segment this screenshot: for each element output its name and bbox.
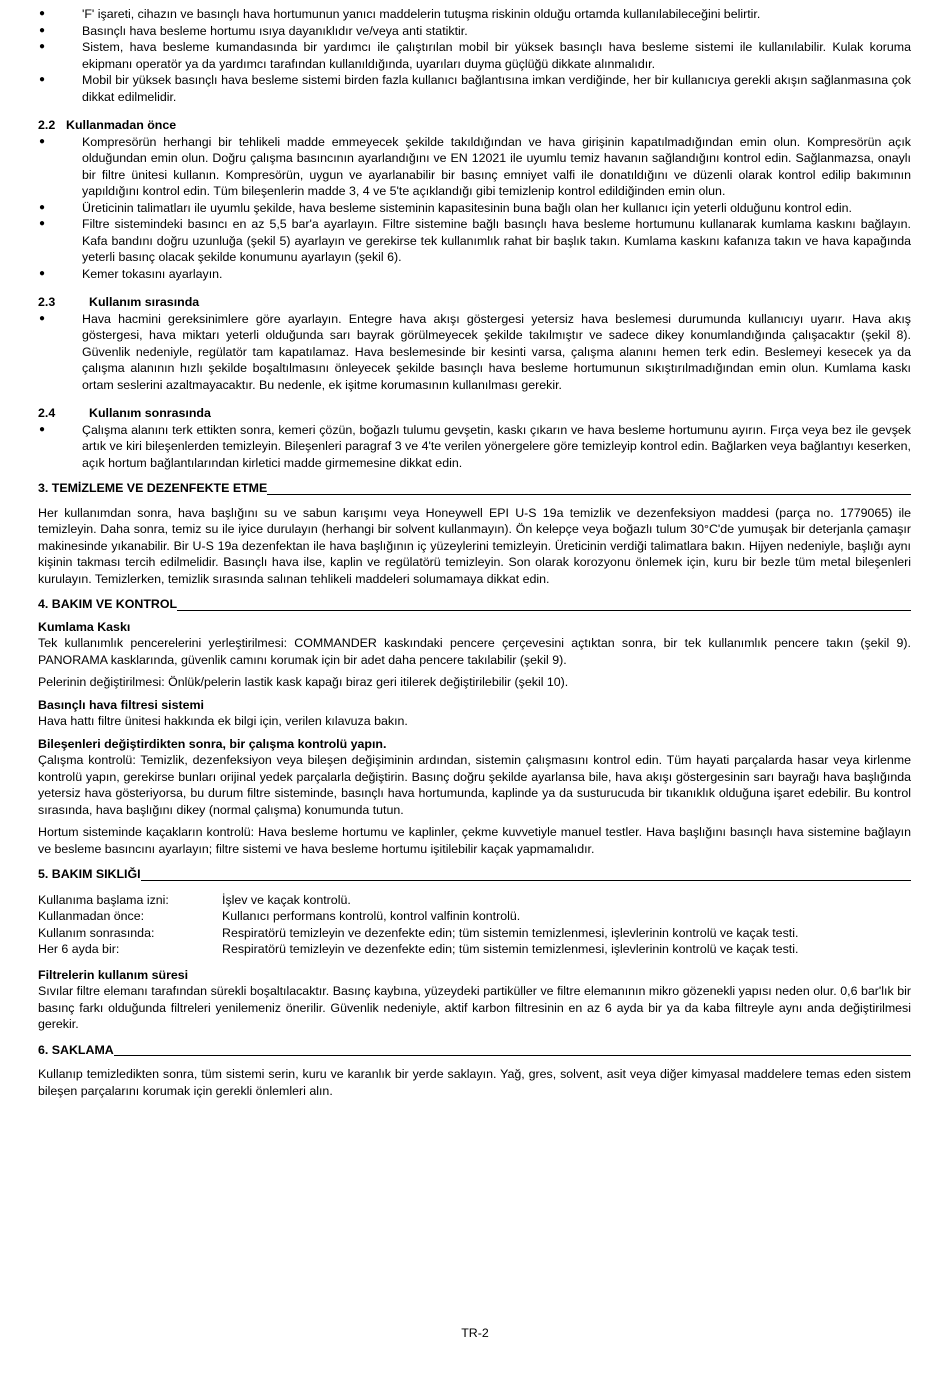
paragraph-filter-system: Hava hattı filtre ünitesi hakkında ek bilgi için, verilen kılavuza bakın. (38, 714, 408, 728)
document-page (38, 6, 911, 1099)
heading-rule (177, 609, 911, 611)
bullet-icon: ● (39, 135, 46, 147)
list-item: ● Filtre sistemindeki basıncı en az 5,5 bar'a ayarlayın. Filtre sistemine bağlı basınçlı hava besleme hortumunu kullanarak kumlama kaskını bağlayın. Kafa bandını doğru uzunluğa (şekil 5) ayarlayın ve gerekirse tek kullanımlık rahat bir başlık takın. Kumlama kaskını kafanıza takın ve hava kapağında yeterli basınç olacak şekilde konumunu ayarlayın (şekil 6). (39, 217, 911, 264)
section-3-paragraph: Her kullanımdan sonra, hava başlığını su ve sabun karışımı veya Honeywell EPI U-S 19a temizlik ve dezenfeksiyon maddesi (parça no. 1779065) ile temizleyin. Daha sonra, temiz su ile iyice durulayın (herhangi bir solvent kullanmayın). Ön kelepçe veya boğazlı tulum 30°C'de yumuşak bir deterjanla çamaşır makinesinde yıkanabilir. Bir U-S 19a dezenfektan ile hava başlığının iç yüzeylerini temizleyin. Üreticinin verdiği talimatlara bakın. Hijyen nedeniyle, başlığı aynı kişinin takması tercih edilmelidir. Basınçlı hava ilse, kaplin ve regülatörü temizleyin. Son olarak korozyonu önlemek için, kuru bir bezle tüm metal bileşenleri kurulayın. Temizlerken, temizlik sırasında salınan tehlikeli maddeleri solumamaya dikkat edin. (38, 505, 911, 586)
bullet-icon: ● (39, 267, 46, 279)
list-item: ● Mobil bir yüksek basınçlı hava besleme sistemi birden fazla kullanıcı bağlantısına imkan verdiğinde, her bir kullanıcıya gerekli akışın sağlanmasına çok dikkat edilmelidir. (39, 73, 911, 104)
subsection-2-4-list (38, 422, 911, 472)
subsection-2-3-list (38, 311, 911, 394)
list-item: ● Hava hacmini gereksinimlere göre ayarlayın. Entegre hava akışı göstergesi yetersiz hava beslemesi durumunda kullanıcıyı uyarır. Hava akış göstergesi, hava miktarı yeterli olduğunda sarı bayrak görülmeyecek şekilde takılmıştır ve sadece dikey konumlandığında çalışacaktır (şekil 8). Güvenlik nedeniyle, regülatör tam kapatılamaz. Hava beslemesinde bir kesinti varsa, çalışma alanını hemen terk edin. Beslemeyi kesecek ya da çalışma alanının hızlı şekilde boşaltılmasını önleyecek şekilde basınçlı hava besleme hortumunun sıkıştırılmadığından emin olun. Kumlama kaskı ortam seslerini azaltmayacaktır. Bu nedenle, ek işitme korumasının kullanılması gerekir. (39, 311, 911, 392)
list-item: ● Çalışma alanını terk ettikten sonra, kemeri çözün, boğazlı tulumu gevşetin, kaskı çıkarın ve hava besleme hortumunu ayırın. Fırça veya bez ile gevşek artık ve kiri bileşenlerden temizleyin. Bileşenleri paragraf 3 ve 4'te verilen yönergelere göre temizleyip kontrol edin. Bağlarken veya bağlantıyı keserken, açık hortum bağlantılarından kirletici madde girmemesine dikkat edin. (39, 422, 911, 470)
section-6-paragraph: Kullanıp temizledikten sonra, tüm sistemi serin, kuru ve karanlık bir yerde saklayın. Yağ, gres, solvent, asit veya diğer kimyasal maddelere temas eden sistem bileşen parçalarını korumak için gerekli önlemleri alın. (38, 1067, 911, 1098)
paragraph-function-check: Çalışma kontrolü: Temizlik, dezenfeksiyon veya bileşen değişiminin ardından, sistemin çalışmasını kontrol edin. Tüm hayati parçalarda hasar veya kirlenme kontrolü yapın, gerekirse bunları orijinal yedek parçalarla değiştirin. Basınç doğru şekilde ayarlansa bile, hava akışı göstergesinin sarı bayrağı hava başlığında yetersiz hava gösteriyorsa, bu durum filtre sisteminde, basınçlı hava hortumunda, kaplinde ya da susturucuda bir tıkanıklık olduğuna işaret edebilir. Bu kontrol sırasında, hava başlığını dikey (normal çalışma) konumunda tutun. (38, 753, 911, 817)
list-item: ● 'F' işareti, cihazın ve basınçlı hava hortumunun yanıcı maddelerin tutuşma riskinin olduğu ortamda kullanılabileceğini belirtir. (39, 7, 761, 21)
bullet-icon: ● (39, 41, 46, 52)
list-item: ● Basınçlı hava besleme hortumu ısıya dayanıklıdır ve/veya anti statiktir. (39, 23, 468, 38)
intro-bullet-list (38, 6, 911, 105)
section-heading-4: 4. BAKIM VE KONTROL (38, 596, 911, 613)
subsection-2-2-list (38, 134, 911, 283)
list-item: ● Üreticinin talimatları ile uyumlu şekilde, hava besleme sisteminin kapasitesinin buna bağlı olan her kullanıcı için yeterli olduğunu kontrol edin. (39, 200, 853, 215)
paragraph-leak-check: Hortum sisteminde kaçakların kontrolü: Hava besleme hortumu ve kaplinler, çekme kuvvetiyle manuel testler. Hava başlığını basınçlı hava sistemine bağlayın ve besleme basıncını ayarlayın; filtre sistemi ve hava besleme hortumu işitilebilir kaçak yapmamalıdır. (38, 825, 911, 856)
subheading-filter-system: Basınçlı hava filtresi sistemi (38, 697, 204, 712)
subsection-heading-2-3: 2.3 Kullanım sırasında (38, 295, 200, 309)
section-heading-6: 6. SAKLAMA (38, 1042, 911, 1059)
list-item: ● Kemer tokasını ayarlayın. (39, 266, 223, 281)
bullet-icon: ● (39, 423, 46, 435)
heading-rule (267, 493, 911, 495)
subheading-blasting-helmet: Kumlama Kaskı (38, 619, 131, 634)
section-heading-5: 5. BAKIM SIKLIĞI (38, 866, 911, 883)
heading-rule (114, 1054, 911, 1056)
heading-rule (141, 879, 911, 881)
paragraph-windows: Tek kullanımlık pencerelerini yerleştirilmesi: COMMANDER kaskındaki pencere çerçevesini açtıktan sonra, bir tek kullanımlık pencere takın (şekil 9). PANORAMA kasklarında, güvenlik camını korumak için bir adet daha pencere takılabilir (şekil 9). (38, 636, 911, 667)
bullet-icon: ● (39, 8, 46, 19)
table-row: Kullanmadan önce: Kullanıcı performans kontrolü, kontrol valfinin kontrolü. (38, 909, 521, 923)
list-item: ● Kompresörün herhangi bir tehlikeli madde emmeyecek şekilde takıldığından ve hava girişinin kapatılmadığından emin olun. Kompresörün açık olduğundan emin olun. Doğru çalışma basıncının ayarlandığını ve EN 12021 ile uyumlu temiz havanın sağlandığını kontrol edin. Sağlanmazsa, onaylı bir filtre ünitesi kullanın. Kompresörün, uygun ve ayarlanabilir bir basınç emniyet valfi ile donatıldığını ve düzenli olarak kontrol edilip bakımının yapıldığını kontrol edin. Tüm bileşenlerin madde 3, 4 ve 5'te açıklandığı gibi temizlenip kontrol edildiğinden emin olun. (39, 134, 911, 198)
maintenance-schedule-table (38, 892, 798, 958)
subsection-heading-2-4: 2.4 Kullanım sonrasında (38, 406, 211, 420)
table-row: Kullanıma başlama izni: İşlev ve kaçak kontrolü. (38, 892, 351, 907)
subheading-filter-life: Filtrelerin kullanım süresi (38, 967, 189, 982)
bullet-icon: ● (39, 74, 46, 85)
bullet-icon: ● (39, 24, 46, 36)
table-row: Kullanım sonrasında: Respiratörü temizleyin ve dezenfekte edin; tüm sistemin temizlenmesi, işlevlerinin kontrolü ve kaçak testi. (38, 925, 799, 940)
table-row: Her 6 ayda bir: Respiratörü temizleyin ve dezenfekte edin; tüm sistemin temizlenmesi, işlevlerinin kontrolü ve kaçak testi. (38, 942, 799, 956)
bullet-icon: ● (39, 218, 46, 229)
paragraph-filter-life: Sıvılar filtre elemanı tarafından sürekli boşaltılacaktır. Basınç kaybına, yüzeydeki partiküller ve filtre elemanının mikro gözenekli yapısı neden olur. 0,6 bar'lık bir basınç farkı olduğunda filtreleri yenilemeniz önerilir. Güvenlik nedeniyle, aktif karbon filtresinin en az 6 ayda bir ya da kaba filtreyle aynı anda değiştirilmesi gerekir. (38, 984, 911, 1031)
list-item: ● Sistem, hava besleme kumandasında bir yardımcı ile çalıştırılan mobil bir yüksek basınçlı hava besleme sistemi ile kullanılabilir. Kulak koruma ekipmanı operatör ya da yardımcı tarafından kullanıldığında, uyarıları duyma güçlüğü dikkate alınmalıdır. (39, 40, 911, 71)
subsection-heading-2-2: 2.2 Kullanmadan önce (38, 118, 177, 132)
section-heading-3: 3. TEMİZLEME VE DEZENFEKTE ETME (38, 480, 911, 497)
subheading-function-check: Bileşenleri değiştirdikten sonra, bir çalışma kontrolü yapın. (38, 736, 387, 751)
bullet-icon: ● (39, 201, 46, 213)
page-number: TR-2 (461, 1326, 489, 1340)
paragraph-cape: Pelerinin değiştirilmesi: Önlük/pelerin lastik kask kapağı biraz geri itilerek değiştirilebilir (şekil 10). (38, 675, 569, 689)
bullet-icon: ● (39, 312, 46, 324)
